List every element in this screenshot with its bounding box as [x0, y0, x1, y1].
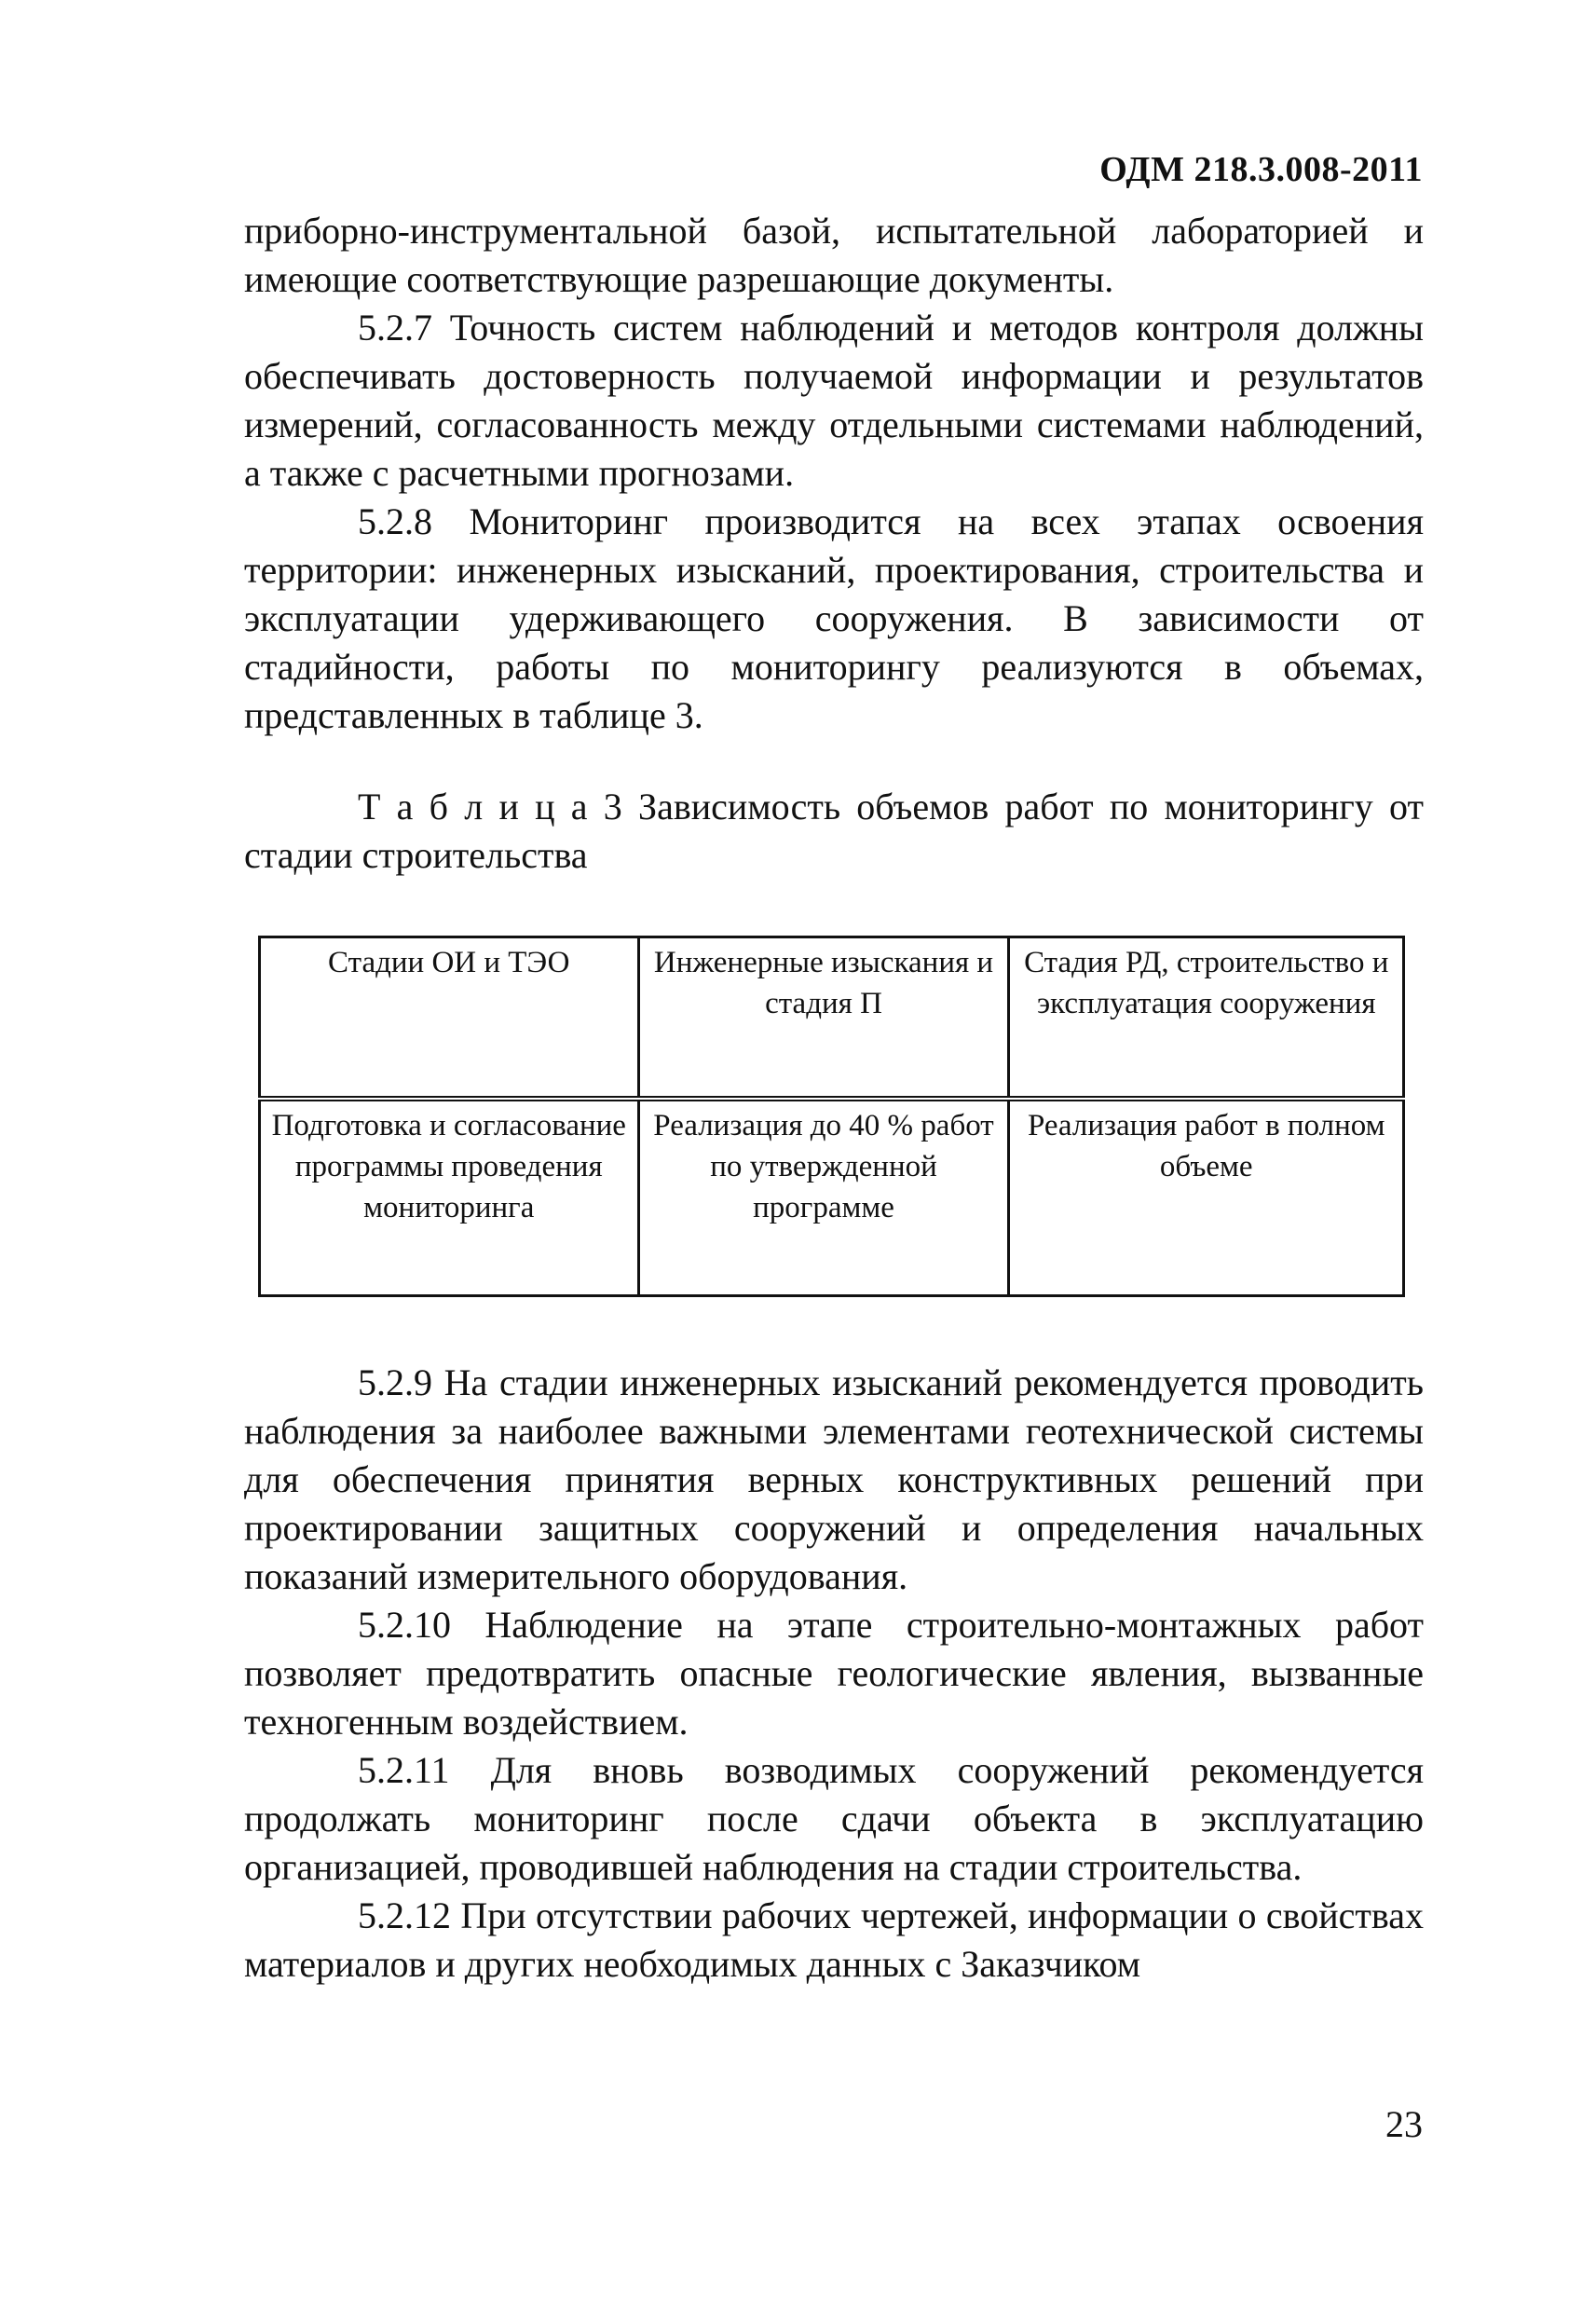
table-caption-text: Зависимость объемов работ по мониторингу от стадии строительства — [244, 786, 1424, 876]
paragraph-5-2-9: 5.2.9 На стадии инженерных изысканий рекомендуется проводить наблюдения за наиболее важными элементами геотехнической системы для обеспечения принятия верных конструктивных решений при проектировании защитных сооружений и определения начальных показаний измерительного оборудования. — [244, 1361, 1424, 1597]
paragraph-5-2-8: 5.2.8 Мониторинг производится на всех этапах освоения территории: инженерных изысканий, проектирования, строительства и эксплуатации удерживающего сооружения. В зависимости от стадийности, работы по мониторингу реализуются в объемах, представленных в таблице 3. — [244, 500, 1424, 736]
page-number: 23 — [1385, 2103, 1423, 2145]
paragraph-5-2-11: 5.2.11 Для вновь возводимых сооружений рекомендуется продолжать мониторинг после сдачи объекта в эксплуатацию организацией, проводившей наблюдения на стадии строительства. — [244, 1749, 1424, 1888]
table-cell: Подготовка и согласование программы проведения мониторинга — [260, 1099, 639, 1296]
paragraph-continuation: приборно-инструментальной базой, испытательной лабораторией и имеющие соответствующие разрешающие документы. — [244, 210, 1424, 300]
intro-text — [244, 207, 1424, 740]
table-header-cell: Инженерные изыскания и стадия П — [638, 937, 1009, 1099]
table-header-row — [260, 937, 1404, 1099]
table-caption-label: Т а б л и ц а 3 — [358, 786, 622, 827]
table-header-cell: Стадии ОИ и ТЭО — [260, 937, 639, 1099]
stages-table — [258, 936, 1405, 1297]
table-header-cell: Стадия РД, строительство и эксплуатация сооружения — [1009, 937, 1404, 1099]
table-row — [260, 1099, 1404, 1296]
paragraph-5-2-7: 5.2.7 Точность систем наблюдений и методов контроля должны обеспечивать достоверность получаемой информации и результатов измерений, согласованность между отдельными системами наблюдений, а также с расчетными прогнозами. — [244, 307, 1424, 494]
paragraph-5-2-10: 5.2.10 Наблюдение на этапе строительно-монтажных работ позволяет предотвратить опасные геологические явления, вызванные техногенным воздействием. — [244, 1604, 1424, 1743]
table-cell: Реализация до 40 % работ по утвержденной программе — [638, 1099, 1009, 1296]
table-cell: Реализация работ в полном объеме — [1009, 1099, 1404, 1296]
document-code: ОДМ 218.3.008-2011 — [1099, 150, 1423, 189]
table-caption — [244, 783, 1424, 880]
paragraph-5-2-12: 5.2.12 При отсутствии рабочих чертежей, информации о свойствах материалов и других необходимых данных с Заказчиком — [244, 1894, 1424, 1985]
body-text — [244, 1359, 1424, 1989]
